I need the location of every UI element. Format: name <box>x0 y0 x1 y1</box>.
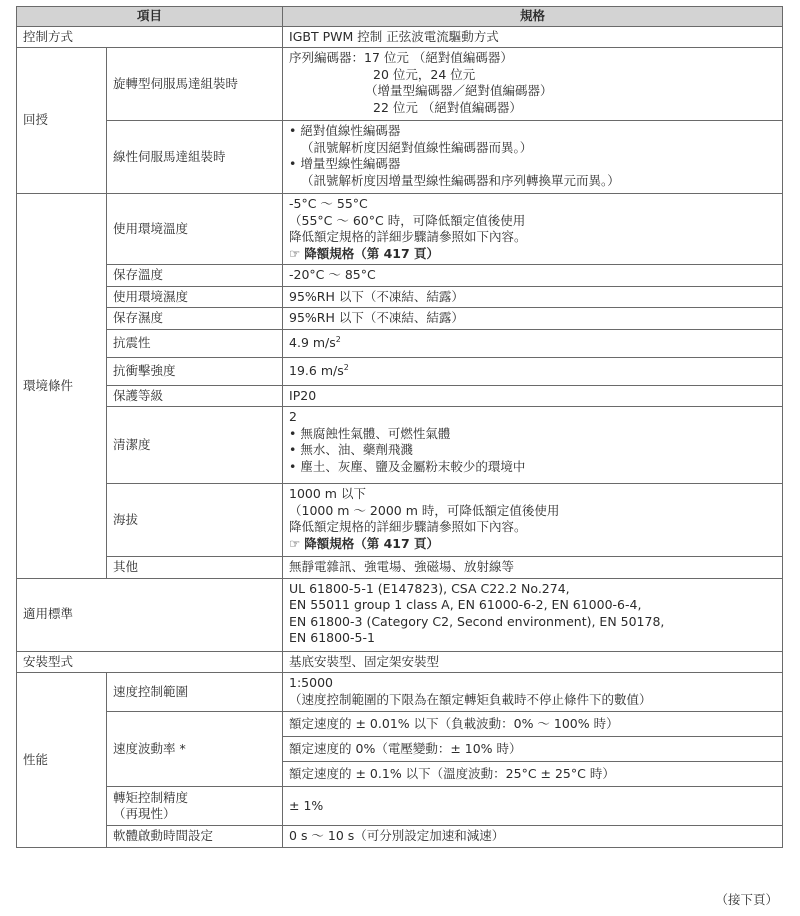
vibration-label: 抗震性 <box>107 329 283 357</box>
soft-start-label: 軟體啟動時間設定 <box>107 826 283 848</box>
table-row <box>17 48 783 121</box>
other-label: 其他 <box>107 557 283 579</box>
table-header-row <box>17 7 783 27</box>
table-row <box>17 557 783 579</box>
torque-accuracy-label: 轉矩控制精度 （再現性） <box>107 787 283 826</box>
storage-temp-value: -20°C ～ 85°C <box>283 265 783 287</box>
table-row <box>17 787 783 826</box>
linear-label: 線性伺服馬達組裝時 <box>107 121 283 194</box>
speed-range-value: 1:5000 （速度控制範圍的下限為在額定轉矩負載時不停止條件下的數值） <box>283 673 783 712</box>
operating-temp-label: 使用環境溫度 <box>107 194 283 265</box>
operating-humidity-label: 使用環境濕度 <box>107 286 283 308</box>
rotary-label: 旋轉型伺服馬達組裝時 <box>107 48 283 121</box>
reference-hand-icon: ☞ <box>289 535 301 551</box>
reference-hand-icon: ☞ <box>289 245 301 261</box>
cleanliness-label: 清潔度 <box>107 407 283 484</box>
other-value: 無靜電雜訊、強電場、強磁場、放射線等 <box>283 557 783 579</box>
table-row <box>17 308 783 330</box>
table-row <box>17 673 783 712</box>
speed-fluctuation-load: 額定速度的 ± 0.01% 以下（負載波動：0% ～ 100% 時） <box>283 712 783 737</box>
linear-value: • 絕對值線性編碼器 （訊號解析度因絕對值線性編碼器而異。） • 增量型線性編碼器 （訊號解析度因增量型線性編碼器和序列轉換單元而異。） <box>283 121 783 194</box>
storage-temp-label: 保存溫度 <box>107 265 283 287</box>
speed-fluctuation-voltage: 額定速度的 0%（電壓變動：± 10% 時） <box>283 737 783 762</box>
table-row <box>17 826 783 848</box>
mounting-value: 基底安裝型、固定架安裝型 <box>283 651 783 673</box>
speed-fluctuation-label: 速度波動率 * <box>107 712 283 787</box>
derating-reference-link[interactable]: ☞ 降額規格（第 417 頁） <box>289 535 440 551</box>
vibration-value: 4.9 $m/s^2$ <box>283 329 783 357</box>
soft-start-value: 0 s ～ 10 s（可分別設定加速和減速） <box>283 826 783 848</box>
cleanliness-value: 2 • 無腐蝕性氣體、可燃性氣體 • 無水、油、藥劑飛濺 • 塵土、灰塵、鹽及金屬粉末較少的環境中 <box>283 407 783 484</box>
table-row <box>17 121 783 194</box>
protection-label: 保護等級 <box>107 385 283 407</box>
derating-reference-link[interactable]: ☞ 降額規格（第 417 頁） <box>289 245 440 261</box>
performance-label: 性能 <box>17 673 107 848</box>
table-row <box>17 484 783 557</box>
table-row <box>17 651 783 673</box>
speed-range-label: 速度控制範圍 <box>107 673 283 712</box>
altitude-label: 海拔 <box>107 484 283 557</box>
table-row <box>17 286 783 308</box>
table-row <box>17 357 783 385</box>
table-row <box>17 712 783 737</box>
operating-humidity-value: 95%RH 以下（不凍結、結露） <box>283 286 783 308</box>
environment-label: 環境條件 <box>17 194 107 579</box>
rotary-value: 序列編碼器：17 位元 （絕對值編碼器） 20 位元，24 位元 （增量型編碼器／絕對值編碼器） 22 位元 （絕對值編碼器） <box>283 48 783 121</box>
speed-fluctuation-temp: 額定速度的 ± 0.1% 以下（溫度波動：25°C ± 25°C 時） <box>283 762 783 787</box>
table-row <box>17 26 783 48</box>
mounting-label: 安裝型式 <box>17 651 283 673</box>
torque-accuracy-value: ± 1% <box>283 787 783 826</box>
table-row <box>17 578 783 651</box>
standards-label: 適用標準 <box>17 578 283 651</box>
protection-value: IP20 <box>283 385 783 407</box>
spec-table <box>16 6 783 848</box>
header-item: 項目 <box>17 7 283 27</box>
table-row <box>17 329 783 357</box>
table-row <box>17 385 783 407</box>
continued-note: （接下頁） <box>715 892 778 907</box>
storage-humidity-value: 95%RH 以下（不凍結、結露） <box>283 308 783 330</box>
control-method-value: IGBT PWM 控制 正弦波電流驅動方式 <box>283 26 783 48</box>
feedback-label: 回授 <box>17 48 107 194</box>
storage-humidity-label: 保存濕度 <box>107 308 283 330</box>
table-row <box>17 407 783 484</box>
header-spec: 規格 <box>283 7 783 27</box>
operating-temp-value: -5°C ～ 55°C （55°C ～ 60°C 時，可降低額定值後使用 降低額定規格的詳細步驟請參照如下內容。 ☞ 降額規格（第 417 頁） <box>283 194 783 265</box>
shock-value: 19.6 $m/s^2$ <box>283 357 783 385</box>
standards-value: UL 61800-5-1 (E147823), CSA C22.2 No.274, EN 55011 group 1 class A, EN 61000-6-2, EN 61000-6-4, EN 61800-3 (Category C2, Second environment), EN 50178, EN 61800-5-1 <box>283 578 783 651</box>
table-row <box>17 265 783 287</box>
table-row <box>17 194 783 265</box>
altitude-value: 1000 m 以下 （1000 m ～ 2000 m 時，可降低額定值後使用 降低額定規格的詳細步驟請參照如下內容。 ☞ 降額規格（第 417 頁） <box>283 484 783 557</box>
control-method-label: 控制方式 <box>17 26 283 48</box>
shock-label: 抗衝擊強度 <box>107 357 283 385</box>
